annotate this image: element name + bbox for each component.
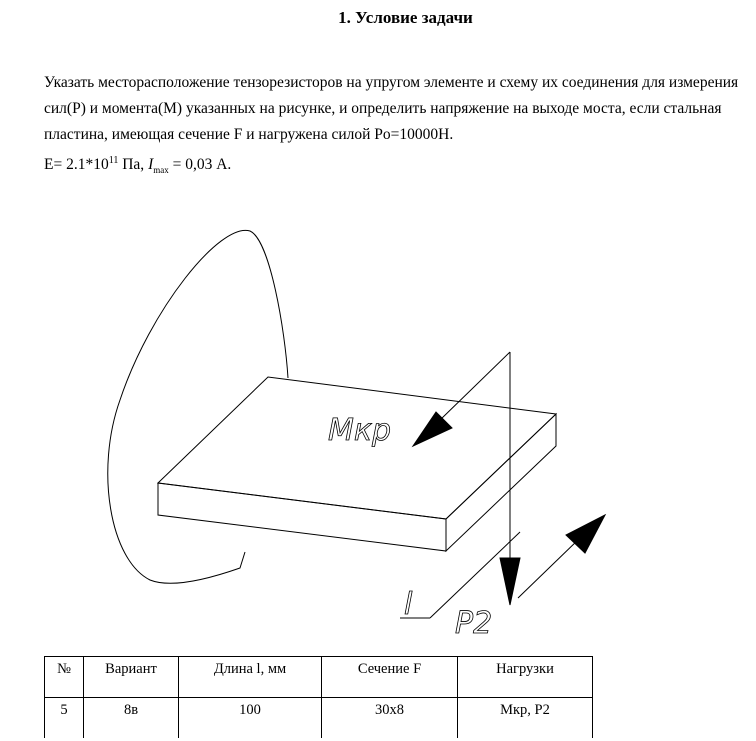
header-number: № — [45, 657, 84, 698]
cell-section: 30x8 — [322, 698, 458, 739]
cell-length: 100 — [179, 698, 322, 739]
moment-arrowhead — [413, 412, 452, 446]
p2-arrowhead-down — [500, 558, 520, 605]
table-row — [45, 698, 593, 739]
force-label: P2 — [455, 606, 493, 641]
variant-table — [44, 656, 593, 738]
modulus-label: E= 2.1*10 — [44, 156, 109, 174]
cell-loads: Мкр, P2 — [458, 698, 593, 739]
statement-text: Указать месторасположение тензорезисторов на упругом элементе и схему их соединения для измерения сил(P) и момента(M) указанных на рисунке, и определить напряжение на выходе моста, если стальная пластина, имеющая сечение F и нагружена силой Po=10000Н. — [44, 74, 739, 143]
cell-variant: 8в — [84, 698, 179, 739]
cell-number: 5 — [45, 698, 84, 739]
plate-top-face — [158, 377, 556, 519]
modulus-exponent: 11 — [108, 155, 119, 166]
plate-side-face — [446, 414, 556, 551]
header-loads: Нагрузки — [458, 657, 593, 698]
length-label: l — [404, 587, 413, 622]
header-variant: Вариант — [84, 657, 179, 698]
header-length: Длина l, мм — [179, 657, 322, 698]
header-section: Сечение F — [322, 657, 458, 698]
p2-arrowhead-up — [566, 515, 605, 553]
current-max: $I_{max}$ — [148, 156, 169, 176]
wall-outline — [108, 230, 288, 583]
current-value: = 0,03 А. — [168, 156, 232, 174]
p2-arrow-line — [518, 538, 580, 598]
table-header-row — [45, 657, 593, 698]
moment-arrow-line — [440, 352, 510, 420]
section-title: 1. Условие задачи — [338, 8, 473, 27]
modulus-unit: Па, — [122, 156, 145, 174]
plate-front-face — [158, 483, 446, 551]
moment-label: Мкр — [328, 413, 392, 448]
